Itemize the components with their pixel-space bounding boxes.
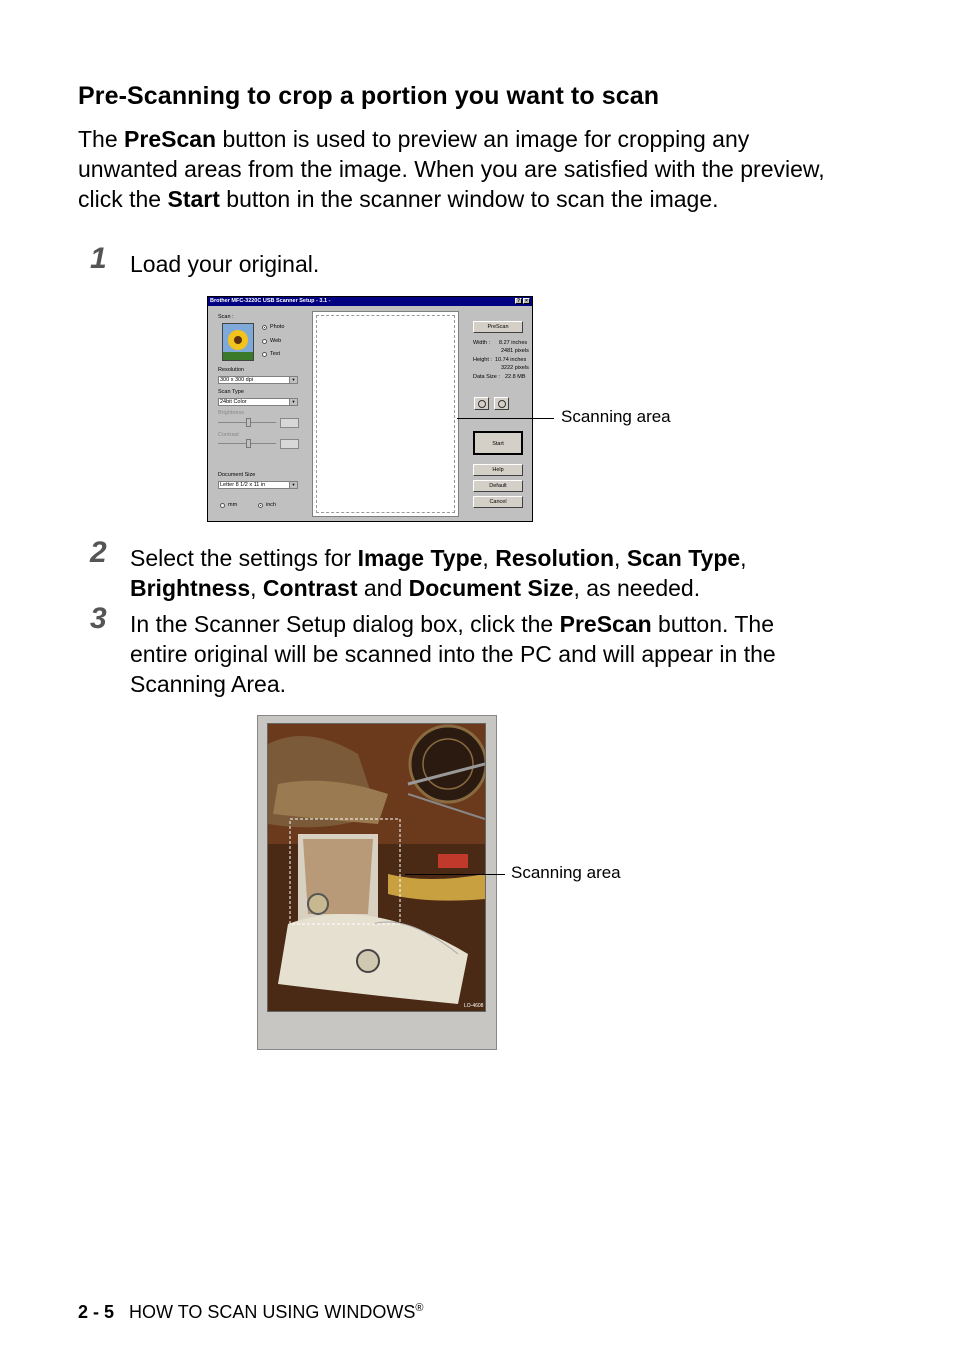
resolution-select[interactable] [218,376,298,384]
radio-photo-label: Photo [270,324,285,330]
chevron-down-icon: ▼ [289,377,297,383]
step-number-3: 3 [90,602,107,635]
page-heading: Pre-Scanning to crop a portion you want to scan [78,82,660,110]
intro-text: button in the scanner window to scan the image. [219,186,719,212]
callout-scanning-area-1: Scanning area [561,407,671,426]
intro-text: The [78,126,125,152]
contrast-slider-thumb[interactable] [246,439,251,448]
chevron-down-icon: ▼ [289,399,297,405]
step-3-bold: PreScan [559,611,652,637]
document-size-select[interactable] [218,481,298,489]
step-text-3 [130,609,830,699]
radio-web[interactable] [262,339,267,344]
document-size-value: Letter 8 1/2 x 11 in [220,482,266,488]
page-number: 2 - 5 [78,1302,115,1322]
step-2-bold: Scan Type [626,545,741,571]
brightness-label: Brightness [218,410,244,416]
step-2-text: Select the settings for [130,545,358,571]
prescan-photo-image [268,724,485,1011]
brightness-field[interactable] [280,418,299,428]
page-footer [78,1302,424,1323]
step-3-text: button. The entire original will be scanned into the PC and will appear in the Scanning Area. [130,611,776,697]
start-button[interactable]: Start [473,431,523,455]
help-button[interactable]: Help [473,464,523,476]
cancel-button[interactable]: Cancel [473,496,523,508]
step-text-2 [130,543,830,603]
step-2-bold: Resolution [495,545,615,571]
callout-line-2 [405,874,505,875]
radio-inch[interactable] [258,503,263,508]
step-2-text: , [740,545,747,571]
callout-scanning-area-2: Scanning area [511,863,621,882]
document-size-label: Document Size [218,472,256,478]
dialog-title-bar [208,297,532,306]
prescan-preview-frame [257,715,497,1050]
height-pixels: 3222 pixels [501,365,529,371]
step-2-text: , [614,545,627,571]
scan-type-value: 24bit Color [220,399,247,405]
intro-bold-prescan: PreScan [124,126,217,152]
prescan-photo [267,723,486,1012]
intro-text: button is used to preview an image for cropping any unwanted areas from the image. When you are satisfied with the preview, click the [78,126,825,212]
contrast-field[interactable] [280,439,299,449]
width-value: 8.27 inches [499,340,528,346]
height-label: Height : [473,357,492,363]
radio-mm-label: mm [228,502,238,508]
step-2-bold: Contrast [262,575,358,601]
radio-inch-label: inch [266,502,277,508]
step-2-bold: Brightness [130,575,251,601]
registered-mark: ® [415,1302,424,1314]
step-text-1: Load your original. [130,251,320,277]
photo-code: LO-4608 [464,1003,484,1009]
step-3-text: In the Scanner Setup dialog box, click the [130,611,560,637]
contrast-label: Contrast [218,432,239,438]
callout-line-1 [457,418,554,419]
scan-type-select[interactable] [218,398,298,406]
prescan-button[interactable]: PreScan [473,321,523,333]
radio-photo[interactable] [262,325,267,330]
scan-type-label: Scan Type [218,389,244,395]
brightness-slider-thumb[interactable] [246,418,251,427]
step-2-bold: Document Size [408,575,574,601]
scan-label: Scan : [218,314,234,320]
width-label: Width : [473,340,491,346]
radio-mm[interactable] [220,503,225,508]
datasize-value: 22.8 MB [505,374,526,380]
radio-web-label: Web [270,338,282,344]
resolution-label: Resolution [218,367,244,373]
step-number-1: 1 [90,242,107,275]
radio-text-label: Text [270,351,281,357]
step-2-text: and [357,575,409,601]
zoom-in-icon[interactable] [474,397,489,410]
scanning-area[interactable] [312,311,459,517]
datasize-label: Data Size : [473,374,500,380]
step-2-text: , as needed. [573,575,701,601]
intro-paragraph [78,124,828,214]
height-value: 10.74 inches [495,357,527,363]
scanner-setup-dialog [207,296,533,522]
footer-title: HOW TO SCAN USING WINDOWS [129,1302,416,1322]
intro-bold-start: Start [167,186,220,212]
step-number-2: 2 [90,536,107,569]
help-icon[interactable]: ? [516,298,521,304]
close-icon[interactable]: × [523,298,530,304]
step-2-bold: Image Type [357,545,483,571]
chevron-down-icon: ▼ [289,482,297,488]
scanning-area-border [316,315,455,513]
dialog-title: Brother MFC-3220C USB Scanner Setup - 3.1 - [210,298,331,304]
radio-text[interactable] [262,352,267,357]
sunflower-icon [222,323,254,361]
default-button[interactable]: Default [473,480,523,492]
step-2-text: , [482,545,496,571]
width-pixels: 2481 pixels [501,348,529,354]
zoom-out-icon[interactable] [494,397,509,410]
step-2-text: , [250,575,263,601]
resolution-value: 300 x 300 dpi [220,377,254,383]
